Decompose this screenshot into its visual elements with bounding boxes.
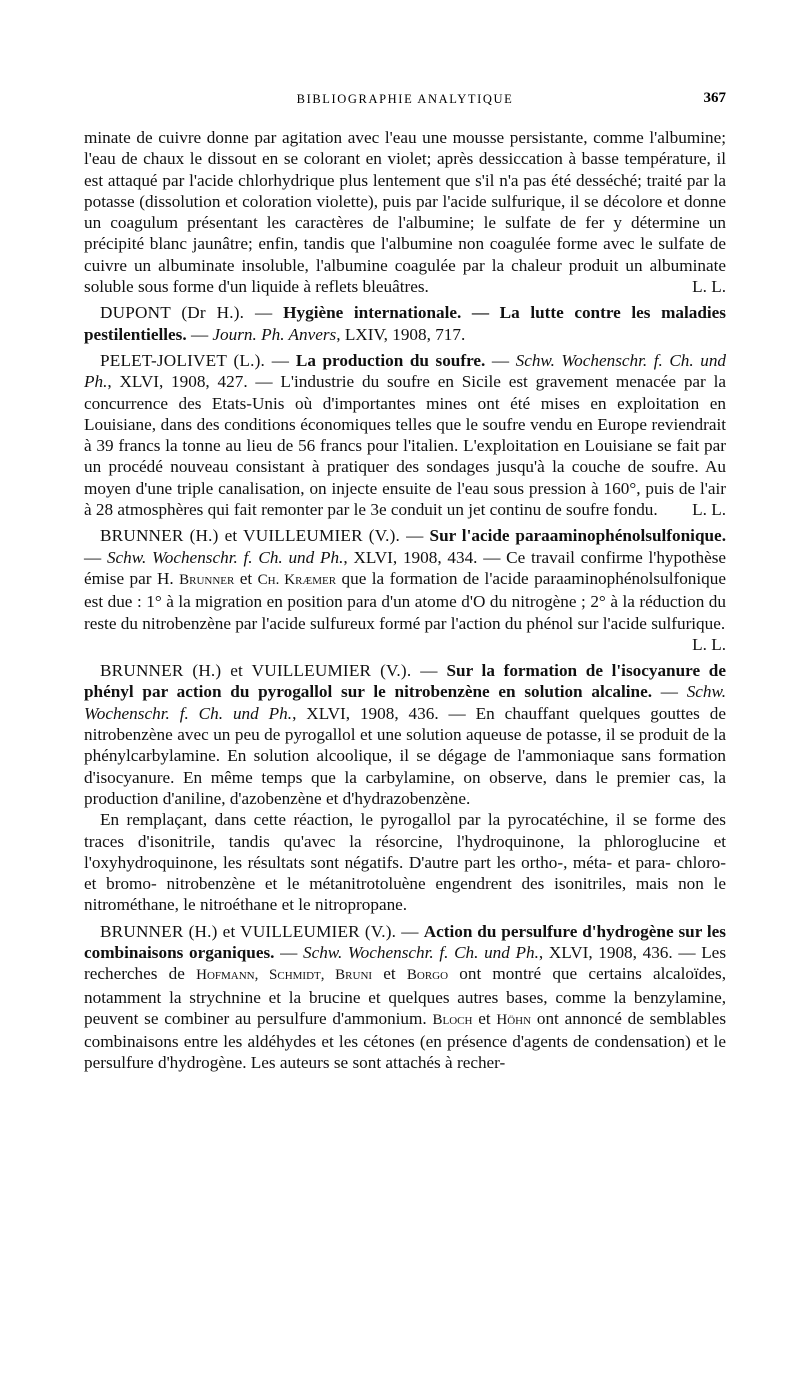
- entry-separator: —: [485, 350, 516, 370]
- entry-title: Hygiène internationale. — La lutte contre les maladies pestilentielles.: [84, 303, 726, 344]
- cited-author: Hofmann, Schmidt, Bruni: [196, 967, 373, 984]
- bibliography-entry: [84, 302, 726, 345]
- signature: L. L.: [692, 634, 726, 654]
- entry-abstract: et: [372, 964, 407, 984]
- cited-author: Ch. Kræmer: [257, 571, 337, 588]
- bibliography-entry: [84, 921, 726, 1074]
- entry-abstract: ont annoncé de semblables combinaisons entre les aldéhydes et les cétones (en présence d'agents de condensation) et le persulfure d'hydrogène. Les auteurs se sont attachés à recher-: [84, 1008, 727, 1073]
- entry-abstract: Ce travail confirme l'hypothèse émise par H.: [84, 547, 727, 588]
- bibliography-entry: [84, 660, 726, 809]
- page-number: 367: [703, 90, 726, 106]
- cited-author: Bloch: [432, 1011, 473, 1028]
- entry-abstract: En chauffant quelques gouttes de nitrobenzène avec un peu de pyrogallol et une solution aqueuse de potasse, il se produit de la phénylcarbylamine. En solution alcoolique, il se dégage de l'ammoniaque sans formation d'isocyanure. En même temps que la carbylamine, on observe, dans le premier cas, la production d'aniline, d'azobenzène et d'hydrazobenzène.: [84, 703, 726, 808]
- bibliography-entry: [84, 525, 726, 655]
- entry-reference: , XLVI, 1908, 436. —: [538, 942, 702, 962]
- entry-journal: Schw. Wochenschr. f. Ch. und Ph.: [302, 942, 539, 962]
- entry-author: DUPONT (Dr H.). —: [100, 303, 284, 323]
- entry-journal: Journ. Ph. Anvers: [212, 324, 337, 344]
- entry-separator: —: [652, 682, 687, 702]
- entry-separator: —: [186, 324, 213, 344]
- entry-separator: —: [274, 942, 303, 962]
- cited-author: Höhn: [496, 1011, 532, 1028]
- bibliography-entry: [84, 350, 726, 520]
- signature: L. L.: [692, 277, 726, 297]
- entry-author: BRUNNER (H.) et VUILLEUMIER (V.). —: [100, 526, 430, 546]
- entry-journal: Schw. Wochenschr. f. Ch. und Ph.: [106, 547, 344, 567]
- entry-title: La production du soufre.: [295, 350, 486, 370]
- continuation-paragraph: [84, 127, 726, 297]
- signature: L. L.: [692, 500, 726, 520]
- entry-abstract: et: [472, 1008, 497, 1028]
- entry-abstract: ont montré que certains alcaloïdes, notamment la strychnine et la brucine et quelques autres bases, comme la benzylamine, peuvent se combiner au persulfure d'ammonium.: [84, 964, 726, 1028]
- entry-abstract: L'industrie du soufre en Sicile est gravement menacée par la concurrence des Etats-Unis où d'importantes mines ont été mises en exploitation en Louisiane, dans des conditions économiques telles que le soufre vendu en Europe reviendrait à 39 francs la tonne au lieu de 56 francs pour l'italien. L'exploitation en Louisiane se fait par un procédé nouveau consistant à pratiquer des sondages jusqu'à la couche de soufre. Au moyen d'une triple canalisation, on injecte ensuite de l'eau sous pression à 160°, puis de l'air à 28 atmosphères qui fait remonter par le 3e conduit un jet continu de soufre fondu.: [84, 372, 726, 520]
- page-body: [84, 127, 726, 1074]
- entry-journal: Schw. Wochenschr. f. Ch. und Ph.: [84, 350, 727, 392]
- running-header: [84, 88, 726, 110]
- cited-author: Brunner: [179, 571, 235, 588]
- entry-reference: , LXIV, 1908, 717.: [336, 324, 466, 344]
- running-title: BIBLIOGRAPHIE ANALYTIQUE: [296, 92, 514, 106]
- entry-separator: —: [84, 547, 107, 567]
- entry-reference: , XLVI, 1908, 436. —: [292, 703, 476, 723]
- entry-title: Sur la formation de l'isocyanure de phényl par action du pyrogallol sur le nitrobenzène en solution alcaline.: [84, 661, 726, 702]
- continuation-text: minate de cuivre donne par agitation avec l'eau une mousse persistante, comme l'albumine; l'eau de chaux le dissout en se colorant en violet; après dessiccation à basse température, il est attaqué par l'acide chlorhydrique plus lentement que s'il n'a pas été desséché; traité par la potasse (dissolution et coloration violette), puis par l'acide sulfurique, il se décolore et donne un coagulum présentant les caractères de l'albumine; le sulfate de fer y détermine un précipité blanc jaunâtre; enfin, tandis que l'albumine non coagulée forme avec le sulfate de cuivre un albuminate insoluble, l'albumine coagulée par la chaleur produit un albuminate soluble sous forme d'un liquide à reflets bleuâtres.: [84, 128, 726, 297]
- entry-author: BRUNNER (H.) et VUILLEUMIER (V.). —: [100, 661, 447, 681]
- entry-reference: , XLVI, 1908, 434. —: [343, 547, 507, 567]
- entry-abstract: et: [234, 568, 258, 588]
- entry-title: Sur l'acide paraaminophénolsulfonique.: [429, 526, 726, 546]
- entry-author: PELET-JOLIVET (L.). —: [100, 350, 296, 370]
- cited-author: Borgo: [406, 967, 449, 984]
- entry-abstract: que la formation de l'acide paraaminophénolsulfonique est due : 1° à la migration en position para d'un atome d'O du nitrogène ; 2° à la réduction du reste du nitrobenzène par l'acide sulfureux formé par l'action du phénol sur l'acide sulfurique.: [84, 568, 726, 633]
- entry-journal: Schw. Wochenschr. f. Ch. und Ph.: [84, 682, 726, 723]
- entry-paragraph: En remplaçant, dans cette réaction, le pyrogallol par la pyrocatéchine, il se forme des traces d'isonitrile, tandis qu'avec la résorcine, l'hydroquinone, la phloroglucine et l'oxyhydroquinone, les résultats sont négatifs. D'autre part les ortho-, méta- et para- chloro- et bromo- nitrobenzène et le métanitrotoluène engendrent des isonitriles, mais non le nitrométhane, le nitroéthane et le nitropropane.: [84, 810, 726, 915]
- entry-author: BRUNNER (H.) et VUILLEUMIER (V.). —: [100, 921, 424, 941]
- entry-abstract: Les recherches de: [84, 942, 727, 984]
- entry-title: Action du persulfure d'hydrogène sur les combinaisons organiques.: [84, 921, 726, 962]
- entry-reference: , XLVI, 1908, 427. —: [107, 372, 281, 392]
